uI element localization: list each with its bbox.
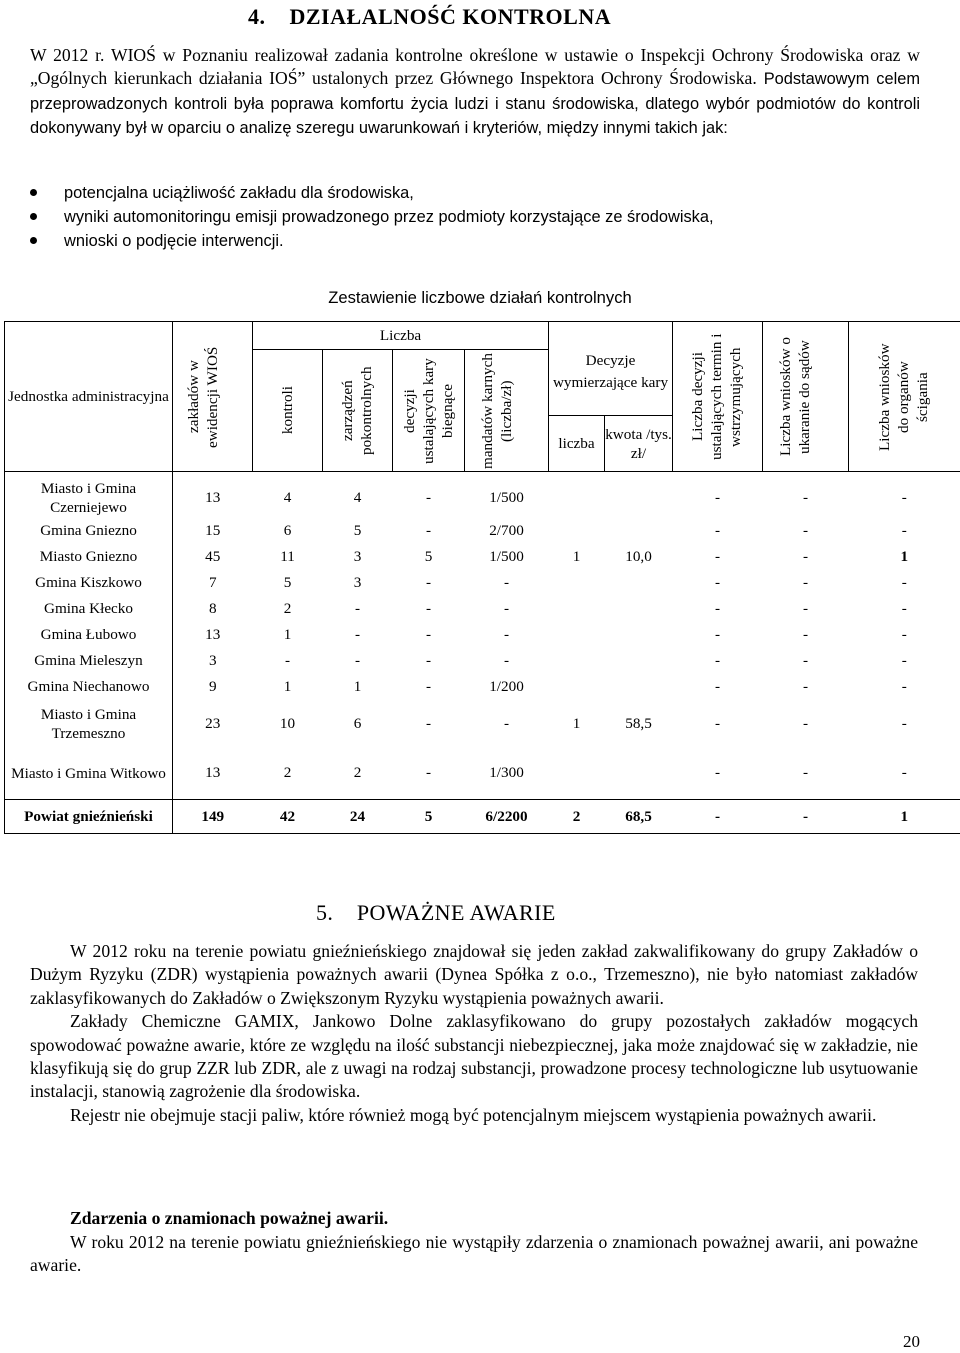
header-count-group: Liczba bbox=[253, 322, 549, 350]
table-cell: - bbox=[673, 800, 763, 834]
intro-text-sans: Podstawowym celem przeprowadzonych kontroli była poprawa komfortu życia ludzi i stanu środowiska, dlatego wybór podmiotów do kontroli dokonywany był w oparciu o analizę szeregu uwarunkowań i kryteriów, między innymi takich jak: bbox=[30, 70, 921, 137]
table-row bbox=[5, 674, 960, 700]
table-cell: - bbox=[425, 521, 432, 539]
awarie-paragraph: W 2012 roku na terenie powiatu gnieźnieńskiego znajdował się jeden zakład zakwalifikowany do grupy Zakładów o Dużym Ryzyku (ZDR) wystąpienia poważnych awarii (Dynea Spółka z o.o., Trzemeszno), nie było natomiast zakładów zaklasyfikowanych do Zakładów o Zwiększonym Ryzyku wystąpienia poważnych awarii. bbox=[30, 941, 918, 1008]
table-cell: - bbox=[425, 714, 432, 732]
table-title: Zestawienie liczbowe działań kontrolnych bbox=[328, 288, 632, 307]
table-cell: 5 bbox=[353, 521, 362, 539]
table-cell: - bbox=[802, 488, 809, 506]
table-cell: - bbox=[714, 573, 721, 591]
table-cell: 1 bbox=[849, 544, 960, 570]
table-cell: 3 bbox=[353, 573, 362, 591]
table-row bbox=[5, 544, 960, 570]
table-cell: 5 bbox=[393, 800, 465, 834]
table-cell: - bbox=[503, 625, 510, 643]
table-cell: 1 bbox=[283, 625, 292, 643]
table-cell: - bbox=[849, 622, 960, 648]
section-heading-kontrolna: 4. DZIAŁALNOŚĆ KONTROLNA bbox=[248, 4, 612, 29]
intro-paragraph bbox=[30, 44, 920, 140]
table-cell: - bbox=[425, 625, 432, 643]
header-court: Liczba wniosków o ukaranie do sądów bbox=[763, 322, 849, 472]
table-cell bbox=[605, 622, 673, 648]
table-cell: 4 bbox=[283, 488, 292, 506]
table-cell: 1/200 bbox=[489, 677, 524, 695]
table-cell: - bbox=[354, 651, 361, 669]
table-cell: 24 bbox=[323, 800, 393, 834]
table-row bbox=[5, 472, 960, 518]
table-cell: - bbox=[802, 651, 809, 669]
table-cell: - bbox=[425, 651, 432, 669]
row-label: Miasto Gniezno bbox=[5, 544, 173, 570]
header-inspections: kontroli bbox=[253, 350, 323, 472]
table-cell bbox=[605, 472, 673, 518]
list-item: potencjalna uciążliwość zakładu dla środowiska, bbox=[30, 181, 930, 205]
table-cell bbox=[605, 648, 673, 674]
table-cell: 11 bbox=[280, 547, 295, 565]
table-row bbox=[5, 570, 960, 596]
table-cell: 1 bbox=[572, 714, 581, 732]
table-cell: - bbox=[714, 677, 721, 695]
list-item: wnioski o podjęcie interwencji. bbox=[30, 229, 930, 253]
table-cell: 2/700 bbox=[489, 521, 524, 539]
table-cell: - bbox=[714, 599, 721, 617]
table-cell bbox=[549, 472, 605, 518]
table-cell: 5 bbox=[424, 547, 433, 565]
table-cell: - bbox=[849, 518, 960, 544]
table-cell: - bbox=[714, 764, 721, 782]
header-unit: Jednostka administracyjna bbox=[5, 322, 173, 472]
table-cell: - bbox=[714, 547, 721, 565]
header-prosecution: Liczba wniosków do organów ścigania bbox=[849, 322, 960, 472]
table-cell: 5 bbox=[283, 573, 292, 591]
table-cell: 3 bbox=[208, 651, 217, 669]
table-cell: - bbox=[714, 714, 721, 732]
row-label: Gmina Niechanowo bbox=[5, 674, 173, 700]
table-cell: - bbox=[849, 700, 960, 748]
table-cell: 1/300 bbox=[489, 764, 524, 782]
inspection-table bbox=[4, 321, 960, 834]
table-cell: 1 bbox=[849, 800, 960, 834]
row-label: Powiat gnieźnieński bbox=[5, 800, 173, 834]
table-row bbox=[5, 748, 960, 800]
table-cell: - bbox=[763, 800, 849, 834]
awarie-paragraph: Zakłady Chemiczne GAMIX, Jankowo Dolne zaklasyfikowano do grupy pozostałych zakładów mogących spowodować poważne awarie, które ze względu na ilość substancji niebezpiecznej, jaka może znajdować się w zakładzie, nie klasyfikują się do grup ZZR lub ZDR, ale z uwagi na rodzaj substancji, prowadzone procesy technologiczne lub usytuowanie instalacji, stanowią zagrożenie dla środowiska. bbox=[30, 1011, 918, 1102]
header-fines-amount: kwota /tys. zł/ bbox=[605, 416, 673, 472]
intro-text-serif: W 2012 r. WIOŚ w Poznaniu realizował zadania kontrolne określone w ustawie o Inspekcji Ochrony Środowiska oraz w „Ogólnych kierunkach działania IOŚ” ustalonych przez Głównego Inspektora Ochrony Środowiska. bbox=[30, 45, 920, 89]
table-cell: 1 bbox=[572, 547, 581, 565]
header-fines-count: liczba bbox=[549, 416, 605, 472]
table-cell: - bbox=[425, 677, 432, 695]
table-cell: - bbox=[354, 599, 361, 617]
criteria-list bbox=[30, 181, 930, 253]
row-label: Miasto i Gmina Witkowo bbox=[5, 748, 173, 800]
row-label: Miasto i Gmina Czerniejewo bbox=[5, 472, 173, 518]
table-cell bbox=[549, 596, 605, 622]
table-cell: 45 bbox=[205, 547, 221, 565]
table-cell: - bbox=[425, 599, 432, 617]
table-cell: 10,0 bbox=[625, 547, 652, 565]
table-row bbox=[5, 596, 960, 622]
row-label: Gmina Kłecko bbox=[5, 596, 173, 622]
row-label: Gmina Kiszkowo bbox=[5, 570, 173, 596]
header-tickets: mandatów karnych (liczba/zł) bbox=[465, 350, 549, 472]
table-cell: 8 bbox=[208, 599, 217, 617]
subheading-zdarzenia: Zdarzenia o znamionach poważnej awarii. bbox=[70, 1208, 389, 1228]
table-cell: - bbox=[802, 714, 809, 732]
table-cell: 2 bbox=[283, 599, 292, 617]
table-cell bbox=[549, 748, 605, 800]
table-cell: - bbox=[802, 677, 809, 695]
header-plants: zakładów w ewidencji WIOŚ bbox=[173, 322, 253, 472]
table-cell: 9 bbox=[208, 677, 217, 695]
table-cell: - bbox=[503, 573, 510, 591]
table-cell: 6 bbox=[283, 521, 292, 539]
table-cell: - bbox=[849, 674, 960, 700]
table-cell: - bbox=[802, 625, 809, 643]
table-cell: - bbox=[425, 488, 432, 506]
table-cell bbox=[605, 518, 673, 544]
table-cell: 2 bbox=[283, 764, 292, 782]
table-cell: - bbox=[802, 764, 809, 782]
table-cell: - bbox=[849, 648, 960, 674]
row-label: Gmina Mieleszyn bbox=[5, 648, 173, 674]
table-cell bbox=[549, 622, 605, 648]
table-cell: 15 bbox=[205, 521, 221, 539]
table-cell: - bbox=[714, 651, 721, 669]
table-cell: - bbox=[425, 764, 432, 782]
header-decisions: decyzji ustalających kary biegnące bbox=[393, 350, 465, 472]
table-cell: 4 bbox=[353, 488, 362, 506]
page-number: 20 bbox=[903, 1332, 920, 1351]
table-cell bbox=[549, 570, 605, 596]
section-heading-awarie: 5. POWAŻNE AWARIE bbox=[316, 900, 556, 925]
zdarzenia-paragraph: W roku 2012 na terenie powiatu gnieźnieńskiego nie wystąpiły zdarzenia o znamionach poważnej awarii, ani poważne awarie. bbox=[30, 1232, 918, 1276]
table-cell: 1/500 bbox=[489, 547, 524, 565]
table-cell: - bbox=[849, 472, 960, 518]
awarie-paragraph: Rejestr nie obejmuje stacji paliw, które również mogą być potencjalnym miejscem wystąpienia poważnych awarii. bbox=[70, 1104, 877, 1125]
table-cell: 68,5 bbox=[605, 800, 673, 834]
table-cell bbox=[549, 648, 605, 674]
table-cell: - bbox=[284, 651, 291, 669]
table-cell: 23 bbox=[205, 714, 221, 732]
table-row bbox=[5, 648, 960, 674]
table-cell: 13 bbox=[205, 764, 221, 782]
table-cell bbox=[605, 570, 673, 596]
table-cell: 58,5 bbox=[625, 714, 652, 732]
table-cell bbox=[549, 674, 605, 700]
table-cell: 149 bbox=[173, 800, 253, 834]
table-cell: 6/2200 bbox=[465, 800, 549, 834]
table-row bbox=[5, 518, 960, 544]
table-row bbox=[5, 700, 960, 748]
table-cell: - bbox=[802, 521, 809, 539]
list-item: wyniki automonitoringu emisji prowadzonego przez podmioty korzystające ze środowiska, bbox=[30, 205, 930, 229]
table-row bbox=[5, 622, 960, 648]
row-label: Gmina Gniezno bbox=[5, 518, 173, 544]
table-cell: - bbox=[503, 599, 510, 617]
table-cell: 13 bbox=[205, 625, 221, 643]
table-cell: - bbox=[503, 651, 510, 669]
table-cell: - bbox=[802, 599, 809, 617]
table-cell: - bbox=[714, 488, 721, 506]
header-suspension: Liczba decyzji ustalających termin i wstrzymujących bbox=[673, 322, 763, 472]
awarie-body bbox=[30, 940, 918, 1127]
row-label: Miasto i Gmina Trzemeszno bbox=[5, 700, 173, 748]
table-total-row bbox=[5, 800, 960, 834]
table-cell: - bbox=[802, 573, 809, 591]
table-cell: - bbox=[849, 596, 960, 622]
row-label: Gmina Łubowo bbox=[5, 622, 173, 648]
table-cell: - bbox=[714, 625, 721, 643]
table-cell: 1 bbox=[353, 677, 362, 695]
table-cell: 1 bbox=[283, 677, 292, 695]
table-cell: - bbox=[354, 625, 361, 643]
table-cell: 1/500 bbox=[489, 488, 524, 506]
table-cell: - bbox=[425, 573, 432, 591]
table-cell bbox=[549, 518, 605, 544]
table-cell bbox=[605, 674, 673, 700]
table-cell bbox=[605, 596, 673, 622]
table-cell: - bbox=[802, 547, 809, 565]
table-cell: 2 bbox=[353, 764, 362, 782]
table-cell: 2 bbox=[549, 800, 605, 834]
header-orders: zarządzeń pokontrolnych bbox=[323, 350, 393, 472]
header-fines-group: Decyzje wymierzające kary bbox=[549, 322, 673, 416]
table-cell: - bbox=[849, 570, 960, 596]
table-cell: - bbox=[849, 748, 960, 800]
table-cell: 10 bbox=[279, 714, 296, 732]
table-body bbox=[5, 472, 960, 834]
table-cell: 7 bbox=[208, 573, 217, 591]
table-cell: 3 bbox=[353, 547, 362, 565]
table-cell: 42 bbox=[253, 800, 323, 834]
table-cell: - bbox=[714, 521, 721, 539]
table-cell bbox=[605, 748, 673, 800]
table-cell: 6 bbox=[353, 714, 362, 732]
table-cell: 13 bbox=[205, 488, 221, 506]
table-cell: - bbox=[503, 714, 510, 732]
